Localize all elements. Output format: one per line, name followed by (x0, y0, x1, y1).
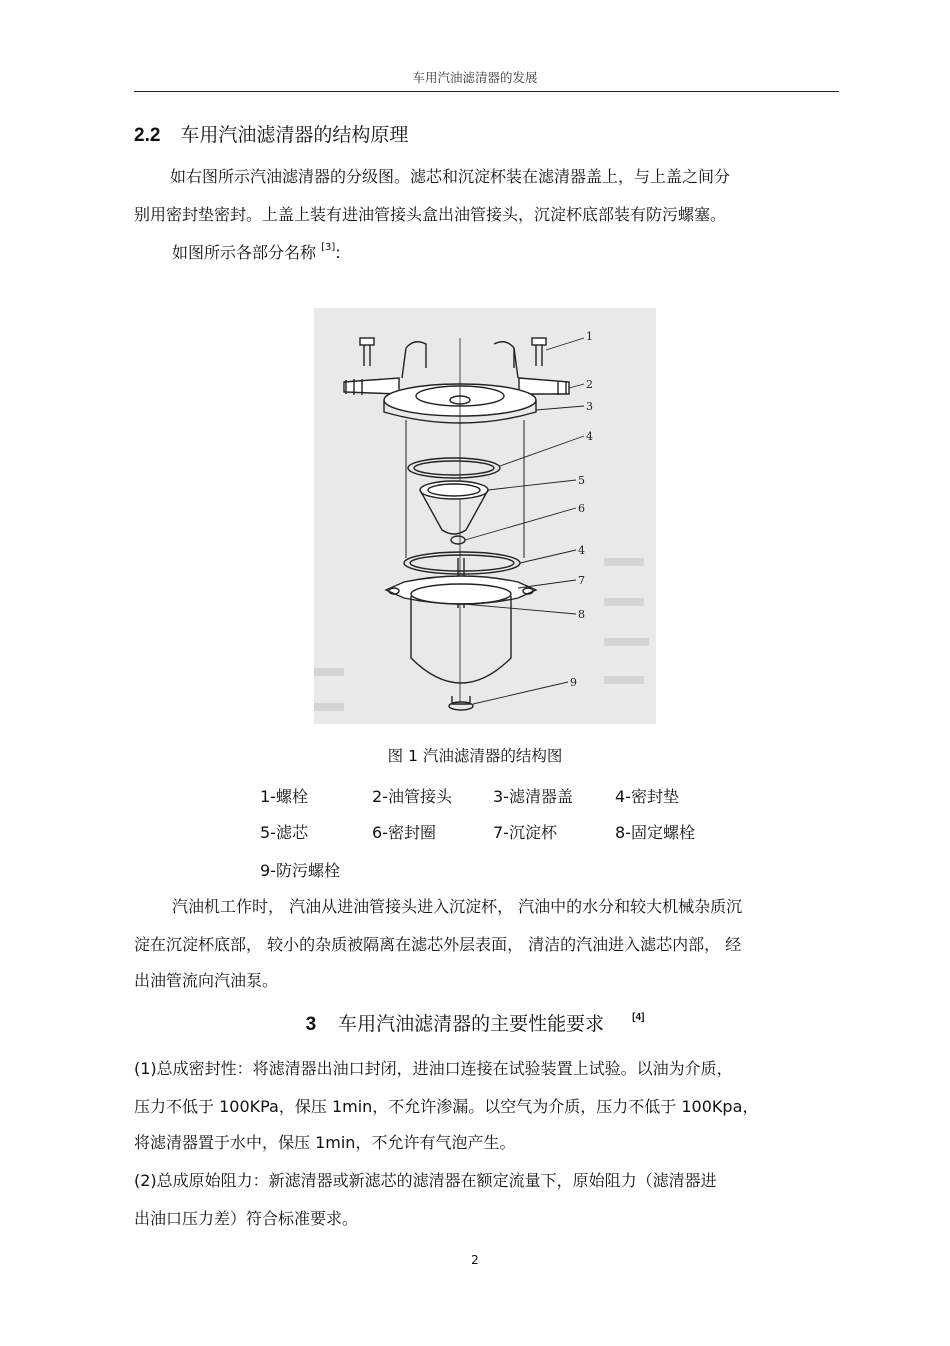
callout-6: 6 (578, 502, 585, 515)
paragraph-3-line-1: 汽油机工作时， 汽油从进油管接头进入沉淀杯， 汽油中的水分和较大机械杂质沉 (172, 897, 743, 916)
item-1-line-1: (1)总成密封性：将滤清器出油口封闭，进油口连接在试验装置上试验。以油为介质， (134, 1059, 733, 1078)
filter-structure-figure (314, 308, 656, 724)
callout-2: 2 (586, 378, 593, 391)
paragraph-2 (172, 240, 341, 263)
section-heading-2-2 (134, 120, 408, 147)
callout-5: 5 (578, 474, 585, 487)
callout-1: 1 (586, 330, 593, 343)
callout-9: 9 (570, 676, 577, 689)
section-title: 车用汽油滤清器的结构原理 (180, 124, 409, 146)
paragraph-3-line-3: 出油管流向汽油泵。 (134, 971, 279, 990)
citation-ref-3: [3] (321, 242, 336, 253)
legend-item-4: 4-密封垫 (615, 787, 679, 806)
legend-item-8: 8-固定螺栓 (615, 823, 695, 842)
figure-caption: 图 1 汽油滤清器的结构图 (387, 747, 563, 765)
legend-item-2: 2-油管接头 (372, 787, 452, 806)
callout-4: 4 (586, 430, 593, 443)
paragraph-2-text: 如图所示各部分名称 (172, 243, 317, 262)
legend-item-5: 5-滤芯 (260, 823, 308, 842)
section-heading-3 (0, 1009, 950, 1036)
item-2-line-2: 出油口压力差）符合标准要求。 (134, 1209, 359, 1228)
callout-8: 8 (578, 608, 585, 621)
callout-7: 7 (578, 574, 585, 587)
legend-item-6: 6-密封圈 (372, 823, 436, 842)
paragraph-1-line-1: 如右图所示汽油滤清器的分级图。滤芯和沉淀杯装在滤清器盖上，与上盖之间分 (170, 167, 731, 186)
item-1-line-3: 将滤清器置于水中，保压 1min，不允许有气泡产生。 (134, 1133, 516, 1152)
paragraph-2-colon: : (335, 243, 341, 262)
citation-ref-4: [4] (632, 1012, 645, 1023)
callout-4b: 4 (578, 544, 585, 557)
legend-item-3: 3-滤清器盖 (493, 787, 573, 806)
paragraph-3-line-2: 淀在沉淀杯底部， 较小的杂质被隔离在滤芯外层表面， 清洁的汽油进入滤芯内部， 经 (134, 935, 742, 954)
callout-3: 3 (586, 400, 593, 413)
running-header: 车用汽油滤清器的发展 (412, 70, 538, 85)
legend-item-9: 9-防污螺栓 (260, 861, 340, 880)
legend-item-7: 7-沉淀杯 (493, 823, 557, 842)
item-2-line-1: (2)总成原始阻力：新滤清器或新滤芯的滤清器在额定流量下，原始阻力（滤清器进 (134, 1171, 717, 1190)
section-number: 2.2 (134, 125, 161, 146)
page-number: 2 (471, 1253, 479, 1267)
legend-item-1: 1-螺栓 (260, 787, 308, 806)
paragraph-1-line-2: 别用密封垫密封。上盖上装有进油管接头盒出油管接头，沉淀杯底部装有防污螺塞。 (134, 205, 727, 224)
section-number: 3 (305, 1014, 317, 1035)
filter-exploded-diagram (314, 308, 656, 724)
header-rule (134, 91, 839, 92)
item-1-line-2: 压力不低于 100KPa，保压 1min，不允许渗漏。以空气为介质，压力不低于 100Kpa， (134, 1097, 759, 1116)
section-title: 车用汽油滤清器的主要性能要求 (338, 1013, 605, 1035)
